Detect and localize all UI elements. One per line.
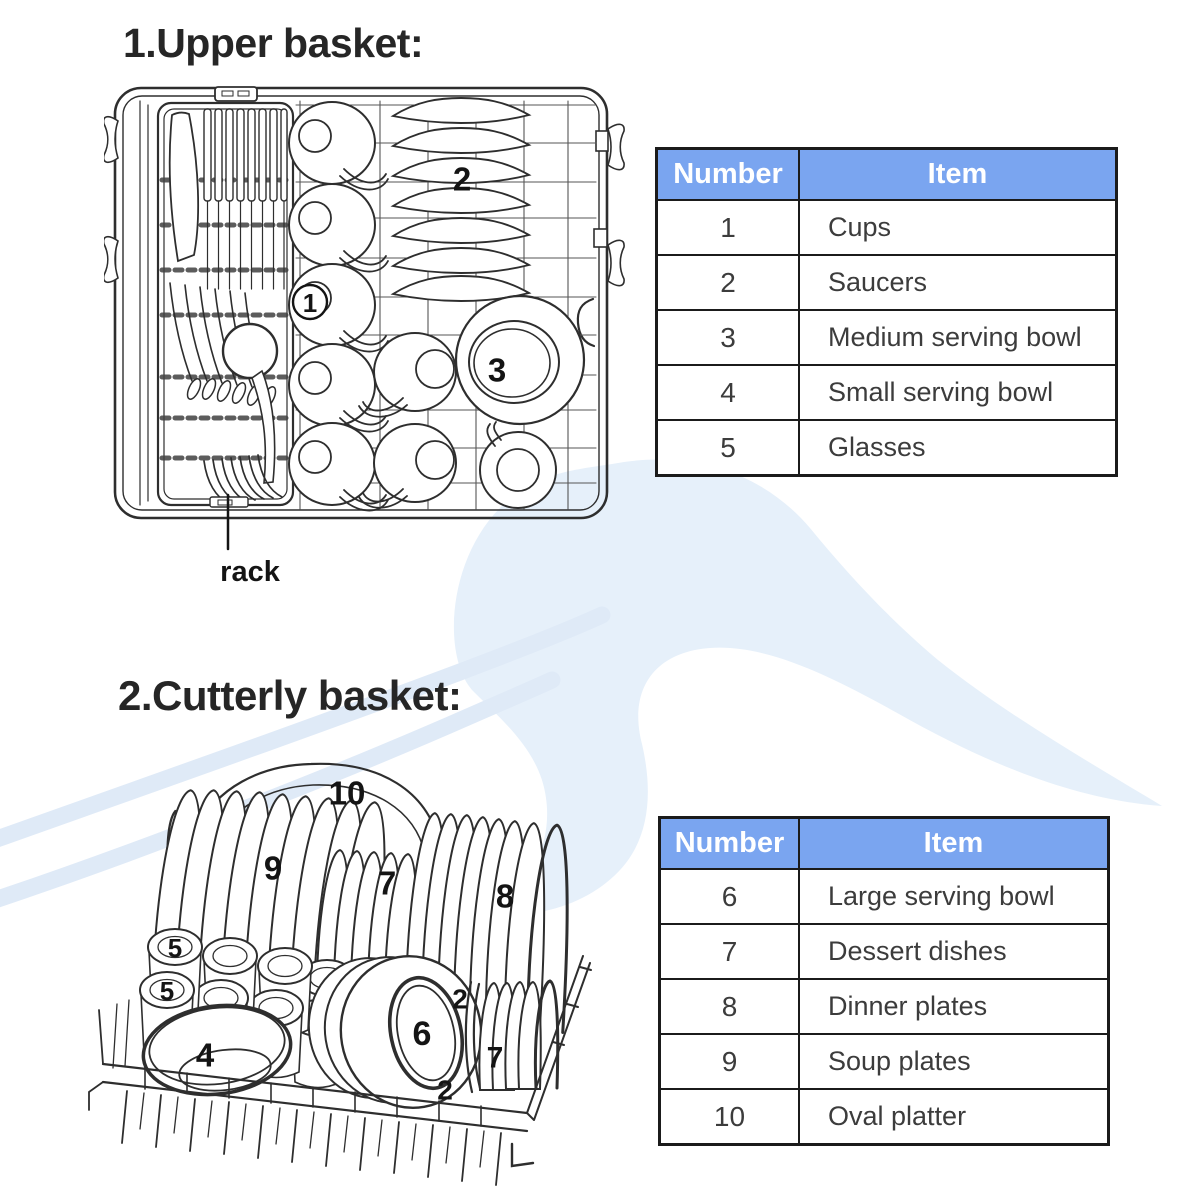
cell-number: 5 — [657, 420, 800, 476]
cell-item: Dinner plates — [799, 979, 1109, 1034]
table-row — [660, 1034, 1109, 1089]
diagram-label-glasses-a: 5 — [167, 933, 183, 963]
diagram-label-cups: 1 — [302, 288, 318, 318]
cutlery-basket-table — [658, 816, 1110, 1146]
cup-on-saucer — [480, 422, 556, 508]
cell-number: 2 — [657, 255, 800, 310]
cell-number: 8 — [660, 979, 800, 1034]
cell-item: Oval platter — [799, 1089, 1109, 1145]
section-heading-upper-basket: 1.Upper basket: — [123, 20, 424, 66]
diagram-label-oval-platter: 10 — [328, 774, 366, 812]
cell-number: 1 — [657, 200, 800, 255]
table-row — [660, 979, 1109, 1034]
saucers-group — [393, 98, 529, 301]
table-row — [660, 1089, 1109, 1145]
cell-item: Dessert dishes — [799, 924, 1109, 979]
cell-number: 9 — [660, 1034, 800, 1089]
diagram-label-medium-bowl: 3 — [487, 351, 507, 389]
column-header-number: Number — [660, 818, 800, 870]
table-header-row — [660, 818, 1109, 870]
diagram-label-dessert-right: 7 — [486, 1041, 504, 1075]
cell-number: 7 — [660, 924, 800, 979]
diagram-label-dessert-dishes: 7 — [377, 864, 397, 902]
section-heading-cutlery-basket: 2.Cutterly basket: — [118, 672, 462, 719]
cell-item: Glasses — [799, 420, 1117, 476]
column-header-item: Item — [799, 149, 1117, 201]
cell-item: Small serving bowl — [799, 365, 1117, 420]
cell-number: 6 — [660, 869, 800, 924]
table-row — [660, 924, 1109, 979]
table-row — [657, 420, 1117, 476]
cutlery-basket-line-art — [89, 764, 591, 1185]
upper-basket-table — [655, 147, 1118, 477]
table-header-row — [657, 149, 1117, 201]
table-row — [660, 869, 1109, 924]
column-header-number: Number — [657, 149, 800, 201]
medium-serving-bowl — [456, 296, 584, 424]
table-row — [657, 255, 1117, 310]
diagram-label-small-bowl: 4 — [195, 1036, 215, 1074]
ladle-head — [223, 324, 277, 378]
cell-number: 4 — [657, 365, 800, 420]
table-row — [657, 200, 1117, 255]
diagram-label-rack: rack — [220, 556, 280, 588]
cutlery-rack — [158, 87, 293, 507]
cell-item: Saucers — [799, 255, 1117, 310]
diagram-label-dinner-plates: 8 — [495, 877, 515, 915]
cell-item: Medium serving bowl — [799, 310, 1117, 365]
table-row — [657, 365, 1117, 420]
cell-number: 10 — [660, 1089, 800, 1145]
cell-item: Soup plates — [799, 1034, 1109, 1089]
table-row — [657, 310, 1117, 365]
cutlery-basket-diagram — [75, 752, 615, 1202]
column-header-item: Item — [799, 818, 1109, 870]
cell-number: 3 — [657, 310, 800, 365]
diagram-label-saucers: 2 — [452, 160, 472, 198]
diagram-label-large-bowl: 6 — [412, 1015, 432, 1053]
cell-item: Cups — [799, 200, 1117, 255]
cell-item: Large serving bowl — [799, 869, 1109, 924]
diagram-label-soup-plates: 9 — [263, 849, 283, 887]
upper-basket-diagram — [104, 83, 640, 593]
upper-basket-line-art — [104, 87, 624, 549]
diagram-label-glasses-b: 5 — [159, 976, 175, 1006]
diagram-label-saucer-a: 2 — [452, 983, 468, 1015]
diagram-label-saucer-b: 2 — [437, 1074, 453, 1106]
